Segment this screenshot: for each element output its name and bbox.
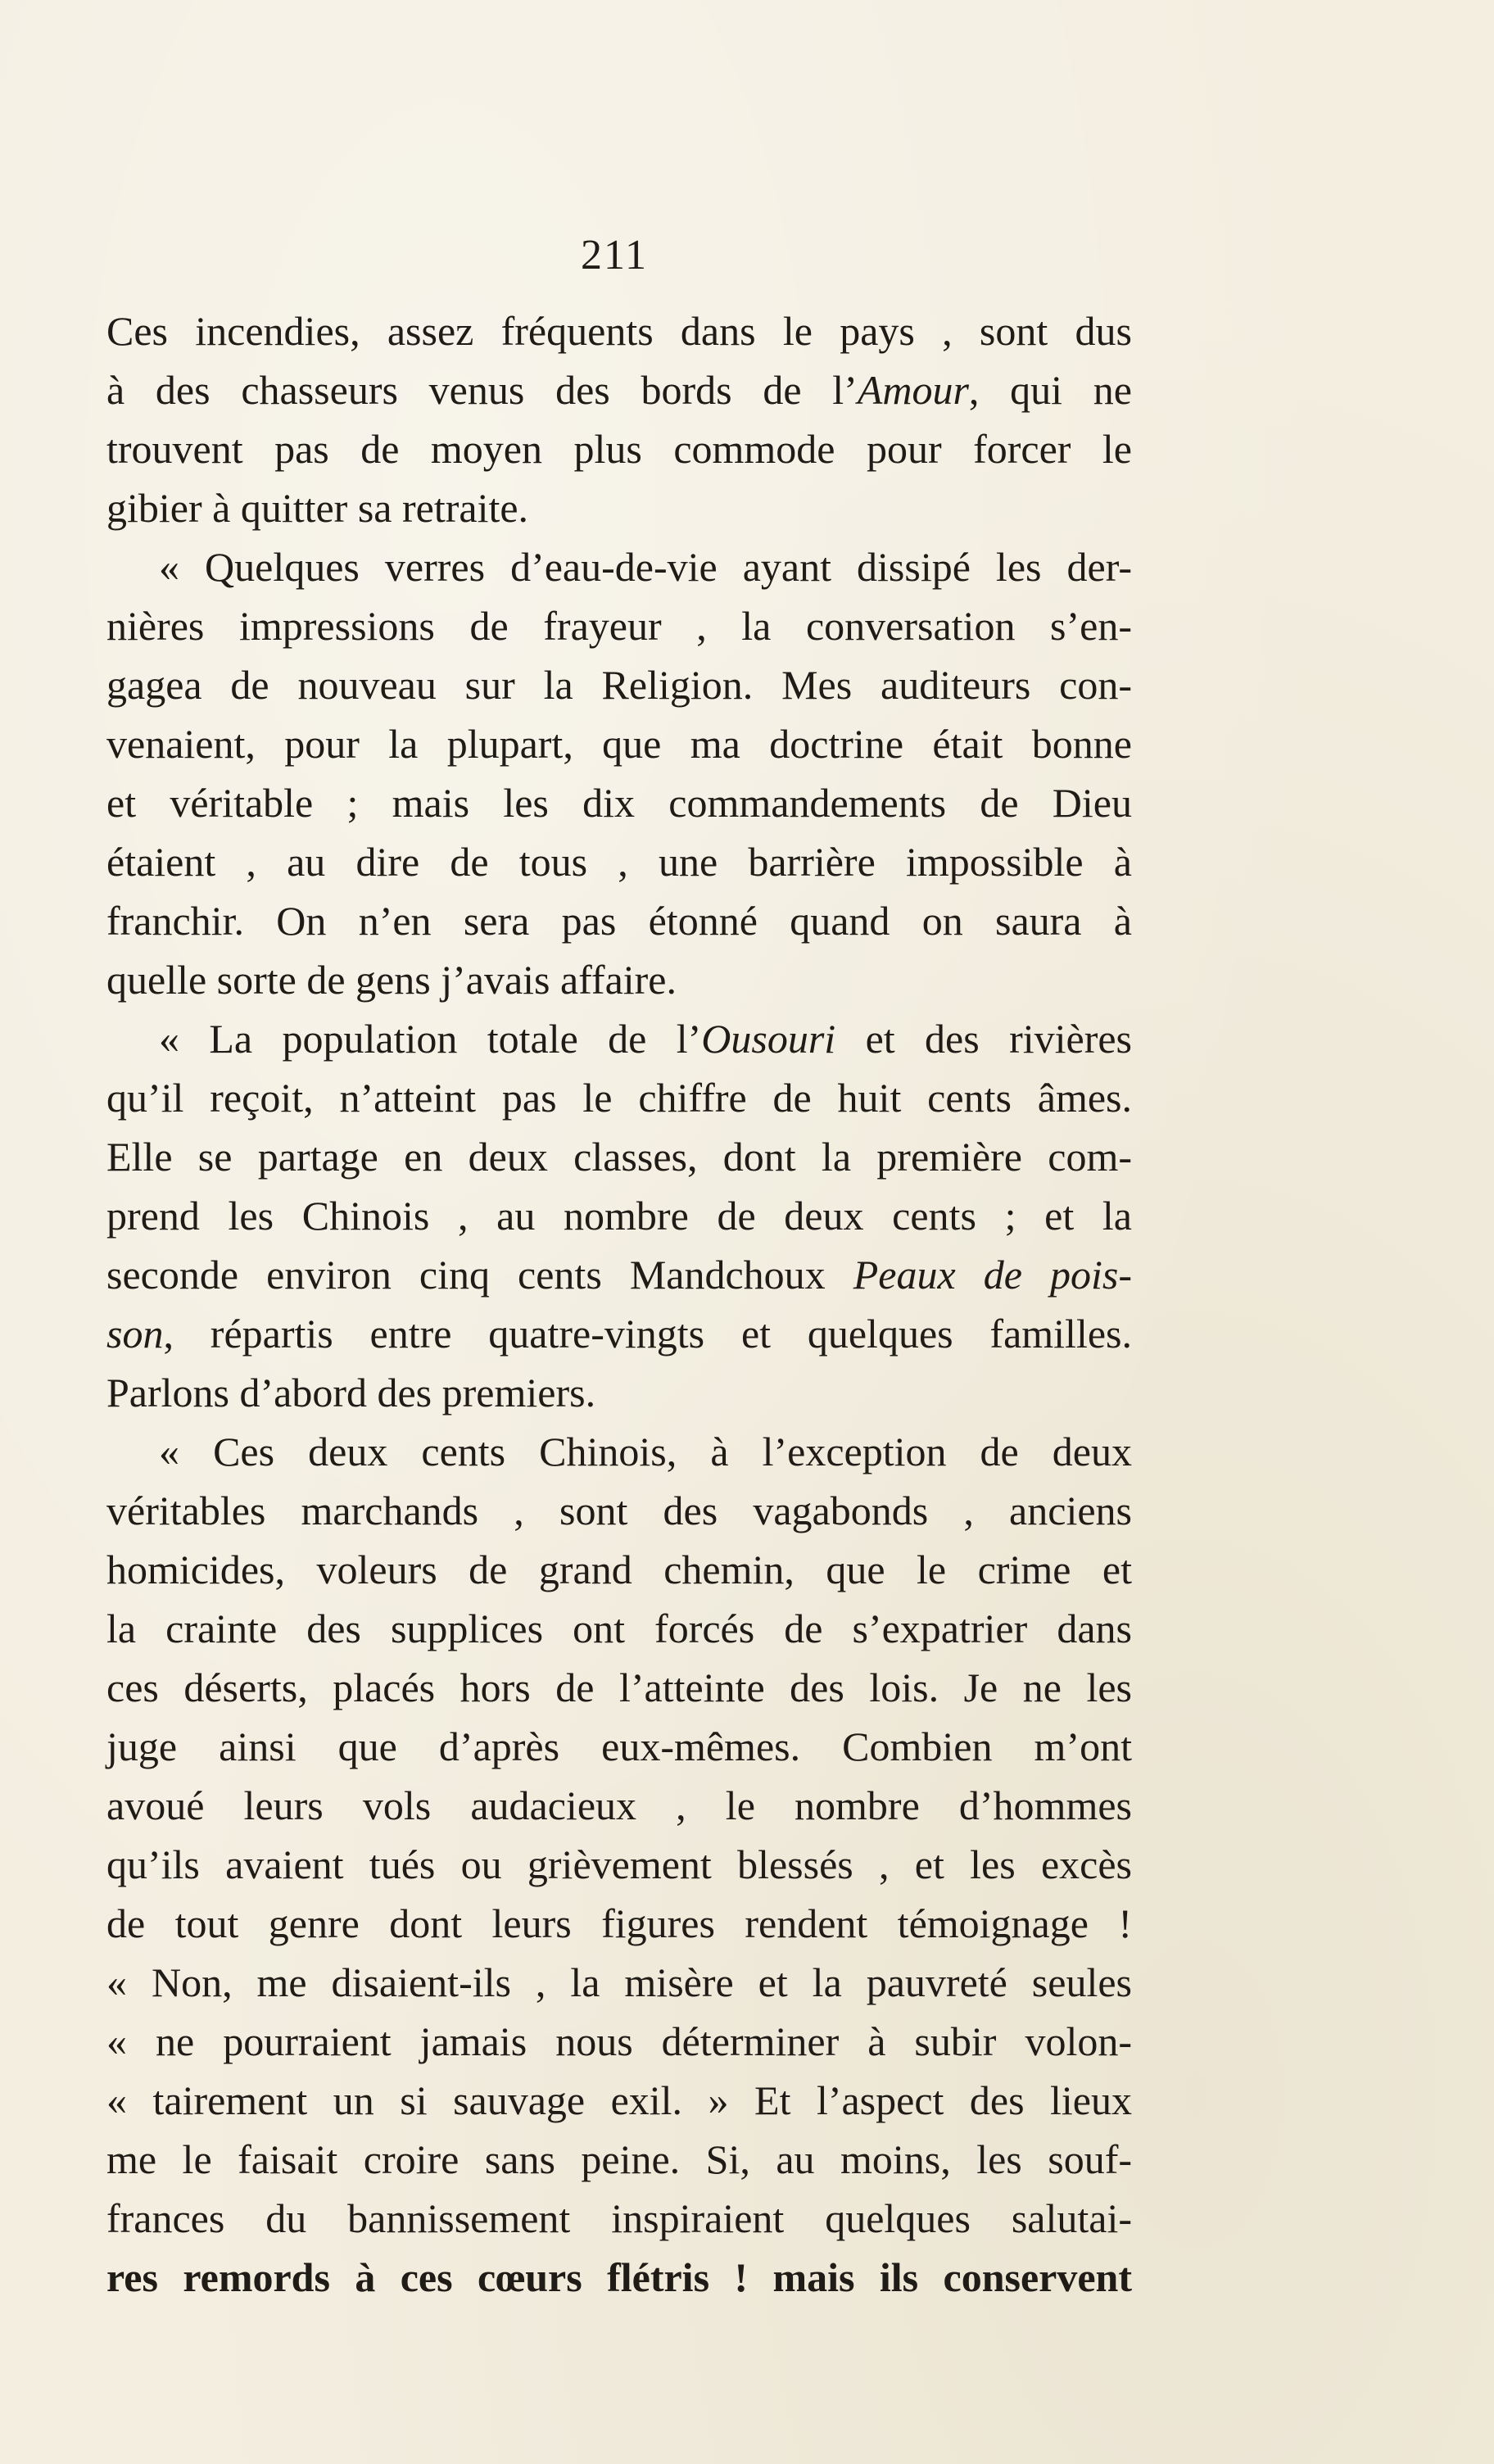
text-line: et véritable ; mais les dix commandements de Dieu: [106, 780, 1132, 826]
text-line: Parlons d’abord des premiers.: [106, 1370, 596, 1415]
text-line: qu’ils avaient tués ou grièvement blessés , et les excès: [106, 1841, 1132, 1887]
text-line: la crainte des supplices ont forcés de s’expatrier dans: [106, 1606, 1132, 1651]
text-line: étaient , au dire de tous , une barrière impossible à: [106, 839, 1132, 885]
text-line: homicides, voleurs de grand chemin, que le crime et: [106, 1547, 1132, 1592]
paragraph-start-line: « La population totale de l’Ousouri et des rivières: [159, 1016, 1132, 1062]
text-line: quelle sorte de gens j’avais affaire.: [106, 957, 677, 1003]
italic-term: son: [106, 1311, 164, 1357]
text-line: juge ainsi que d’après eux-mêmes. Combien m’ont: [106, 1723, 1132, 1769]
text-line: trouvent pas de moyen plus commode pour forcer le: [106, 426, 1132, 472]
text-line: gibier à quitter sa retraite.: [106, 485, 529, 531]
text-line: me le faisait croire sans peine. Si, au moins, les souf-: [106, 2136, 1132, 2182]
text-line: Elle se partage en deux classes, dont la première com-: [106, 1134, 1132, 1180]
page-number: 211: [580, 232, 649, 279]
text-line: frances du bannissement inspiraient quelques salutai-: [106, 2195, 1132, 2241]
italic-place-name: Amour: [857, 367, 969, 413]
text-line: qu’il reçoit, n’atteint pas le chiffre de huit cents âmes.: [106, 1075, 1132, 1121]
text-line: res remords à ces cœurs flétris ! mais ils conservent: [106, 2254, 1132, 2300]
text-line: « tairement un si sauvage exil. » Et l’aspect des lieux: [106, 2077, 1132, 2123]
text-line: Ces incendies, assez fréquents dans le pays , sont dus: [106, 308, 1132, 354]
text-line: prend les Chinois , au nombre de deux cents ; et la: [106, 1193, 1132, 1239]
text-line: gagea de nouveau sur la Religion. Mes auditeurs con-: [106, 662, 1132, 708]
text-line: « Non, me disaient-ils , la misère et la pauvreté seules: [106, 1959, 1132, 2005]
text-line: « ne pourraient jamais nous déterminer à subir volon-: [106, 2018, 1132, 2064]
text-line: à des chasseurs venus des bords de l’Amour, qui ne: [106, 367, 1132, 413]
text-line: avoué leurs vols audacieux , le nombre d’hommes: [106, 1782, 1132, 1828]
text-line: de tout genre dont leurs figures rendent témoignage !: [106, 1900, 1132, 1946]
italic-place-name: Ousouri: [701, 1016, 836, 1062]
paragraph-start-line: « Ces deux cents Chinois, à l’exception de deux: [159, 1429, 1132, 1474]
text-line: véritables marchands , sont des vagabonds , anciens: [106, 1488, 1132, 1533]
text-line: ces déserts, placés hors de l’atteinte des lois. Je ne les: [106, 1665, 1132, 1710]
text-line: franchir. On n’en sera pas étonné quand on saura à: [106, 898, 1132, 944]
body-text: [106, 301, 1132, 2307]
text-line: seconde environ cinq cents Mandchoux Peaux de pois-: [106, 1252, 1132, 1298]
text-line: nières impressions de frayeur , la conversation s’en-: [106, 603, 1132, 649]
paragraph-start-line: « Quelques verres d’eau-de-vie ayant dissipé les der-: [159, 544, 1132, 590]
italic-term: Peaux de pois-: [853, 1252, 1132, 1298]
text-line: venaient, pour la plupart, que ma doctrine était bonne: [106, 721, 1132, 767]
text-line: son, répartis entre quatre-vingts et quelques familles.: [106, 1311, 1132, 1357]
